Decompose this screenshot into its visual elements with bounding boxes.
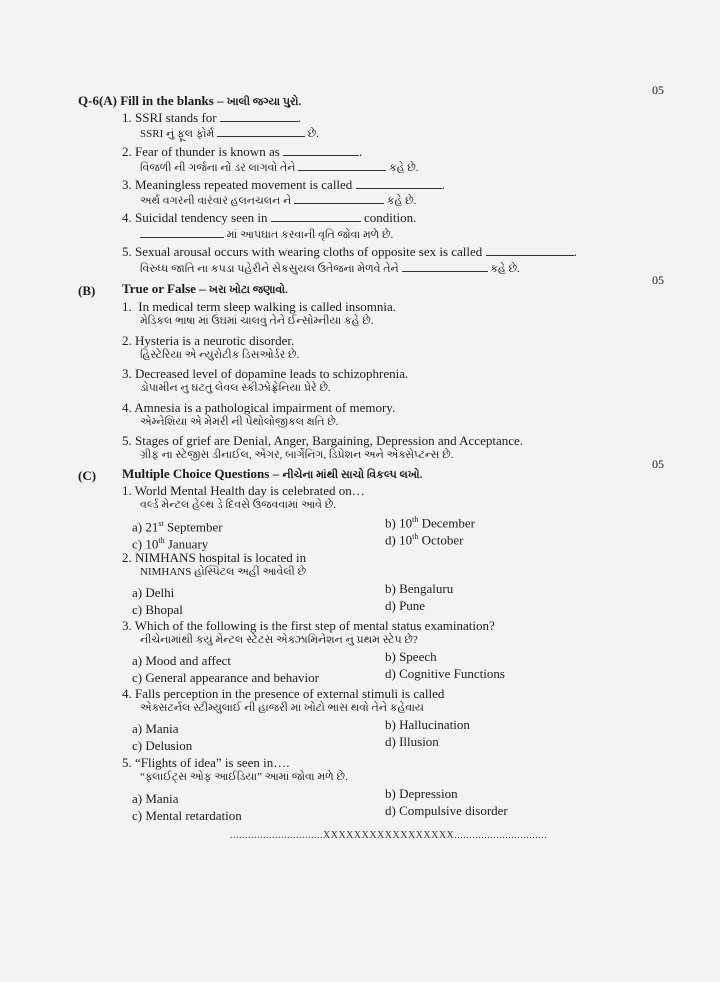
b2-gu: હિસ્ટેરિયા એ ન્યુરોટીક ડિસઓર્ડર છે. bbox=[140, 349, 300, 361]
c5-gu: “ફ્લાઈટ્સ ઓફ આઈડિયા” આમાં જોવા મળે છે. bbox=[140, 771, 348, 783]
c4-opt-a: a) Mania bbox=[132, 721, 179, 736]
c3-opt-a: a) Mood and affect bbox=[132, 653, 232, 668]
a4-gu: માં આપઘાત કરવાની વૃતિ જોવા મળે છે. bbox=[140, 227, 393, 242]
b3-gu: ડોપામીન નુ ઘટતુ લેવલ સ્કીઝોફ્રેનિયા પ્રેરે છે. bbox=[140, 382, 331, 394]
c3-en: 3. Which of the following is the first step of mental status examination? bbox=[122, 618, 495, 633]
a4-en: 4. Suicidal tendency seen in condition. bbox=[122, 210, 417, 225]
a3-gu: અર્થ વગરની વારંવાર હલનચલન ને કહે છે. bbox=[140, 195, 417, 207]
c5-opt-c: c) Mental retardation bbox=[132, 808, 242, 823]
section-b-label: (B) bbox=[78, 283, 96, 298]
marks-a: 05 bbox=[652, 83, 664, 97]
c3-opt-d: d) Cognitive Functions bbox=[385, 666, 505, 681]
b2-en: 2. Hysteria is a neurotic disorder. bbox=[122, 333, 295, 348]
a2-en: 2. Fear of thunder is known as . bbox=[122, 144, 363, 159]
c1-opt-c: c) 10th January bbox=[132, 536, 209, 552]
c1-en: 1. World Mental Health day is celebrated on… bbox=[122, 483, 365, 498]
b3-en: 3. Decreased level of dopamine leads to schizophrenia. bbox=[122, 366, 409, 381]
c2-gu: NIMHANS હોસ્પિટલ અહીં આવેલી છે bbox=[140, 566, 307, 578]
c5-opt-d: d) Compulsive disorder bbox=[385, 803, 508, 818]
c1-opt-b: b) 10th December bbox=[385, 515, 475, 531]
c2-en: 2. NIMHANS hospital is located in bbox=[122, 550, 307, 565]
c1-opt-a: a) 21st September bbox=[132, 519, 223, 535]
c3-gu: નીચેનામાંથી કયું મેન્ટલ સ્ટેટસ એક્ઝામિનેશન નું પ્રથમ સ્ટેપ છે? bbox=[140, 634, 418, 646]
c4-en: 4. Falls perception in the presence of external stimuli is called bbox=[122, 686, 445, 701]
c3-opt-c: c) General appearance and behavior bbox=[132, 670, 319, 685]
c2-opt-a: a) Delhi bbox=[132, 585, 175, 600]
section-a-heading: Q-6(A) Fill in the blanks – ખાલી જગ્યા પુરો. bbox=[78, 93, 302, 108]
a5-gu: વિરુધ્ધ જાતિ ના કપડા પહેરીને સેકસુયલ ઉતેજના મેળવે તેને કહે છે. bbox=[140, 263, 520, 275]
b1-gu: મેડિકલ ભાષા માં ઉંઘમાં ચાલવું તેને ઈન્સોમ્નીયા કહે છે. bbox=[140, 315, 374, 327]
section-b-heading: True or False – ખરા ખોટા જણાવો. bbox=[122, 281, 288, 296]
b5-gu: ગ્રીફ ના સ્ટેજીસ ડીનાઈલ, એંગર, બાર્ગેનિંગ, ડિપ્રેશન અને એક્સેપ્ટન્સ છે. bbox=[140, 449, 454, 461]
marks-b: 05 bbox=[652, 273, 664, 287]
a2-gu: વિજળી ની ગર્જના નો ડર લાગવો તેને કહે છે. bbox=[140, 162, 419, 174]
b4-en: 4. Amnesia is a pathological impairment of memory. bbox=[122, 400, 396, 415]
marks-c: 05 bbox=[652, 457, 664, 471]
c5-opt-b: b) Depression bbox=[385, 786, 458, 801]
a1-en: 1. SSRI stands for . bbox=[122, 110, 302, 125]
a1-gu: SSRI નું ફૂલ ફોર્મ છે. bbox=[140, 128, 319, 140]
section-c-heading: Multiple Choice Questions – નીચેના માંથી સાચો વિકલ્પ લખો. bbox=[122, 466, 423, 481]
c5-opt-a: a) Mania bbox=[132, 791, 179, 806]
c2-opt-d: d) Pune bbox=[385, 598, 426, 613]
c1-opt-d: d) 10th October bbox=[385, 532, 464, 548]
c2-opt-c: c) Bhopal bbox=[132, 602, 183, 617]
c4-opt-c: c) Delusion bbox=[132, 738, 193, 753]
c3-opt-b: b) Speech bbox=[385, 649, 437, 664]
c4-gu: એક્સટર્નલ સ્ટીમ્યુલાઈ ની હાજરી માં ખોટો ભાસ થવો તેને કહેવાય bbox=[140, 702, 424, 714]
c4-opt-d: d) Illusion bbox=[385, 734, 439, 749]
c5-en: 5. “Flights of idea” is seen in…. bbox=[122, 755, 290, 770]
c1-gu: વર્લ્ડ મેન્ટલ હેલ્થ ડે દિવસે ઉજવવામાં આવે છે. bbox=[140, 499, 336, 511]
b4-gu: એમ્નેશિયા એ મેમરી ની પેથોલોજીકલ ક્ષતિ છે. bbox=[140, 416, 339, 428]
section-c-label: (C) bbox=[78, 468, 97, 483]
b1-en: 1. In medical term sleep walking is called insomnia. bbox=[122, 299, 397, 314]
c4-opt-b: b) Hallucination bbox=[385, 717, 470, 732]
a3-en: 3. Meaningless repeated movement is called . bbox=[122, 177, 445, 192]
a5-en: 5. Sexual arousal occurs with wearing cloths of opposite sex is called . bbox=[122, 244, 577, 259]
b5-en: 5. Stages of grief are Denial, Anger, Bargaining, Depression and Acceptance. bbox=[122, 433, 524, 448]
footer-divider: ...............................XXXXXXXXXXXXXXXXX............................... bbox=[230, 830, 548, 841]
c2-opt-b: b) Bengaluru bbox=[385, 581, 454, 596]
